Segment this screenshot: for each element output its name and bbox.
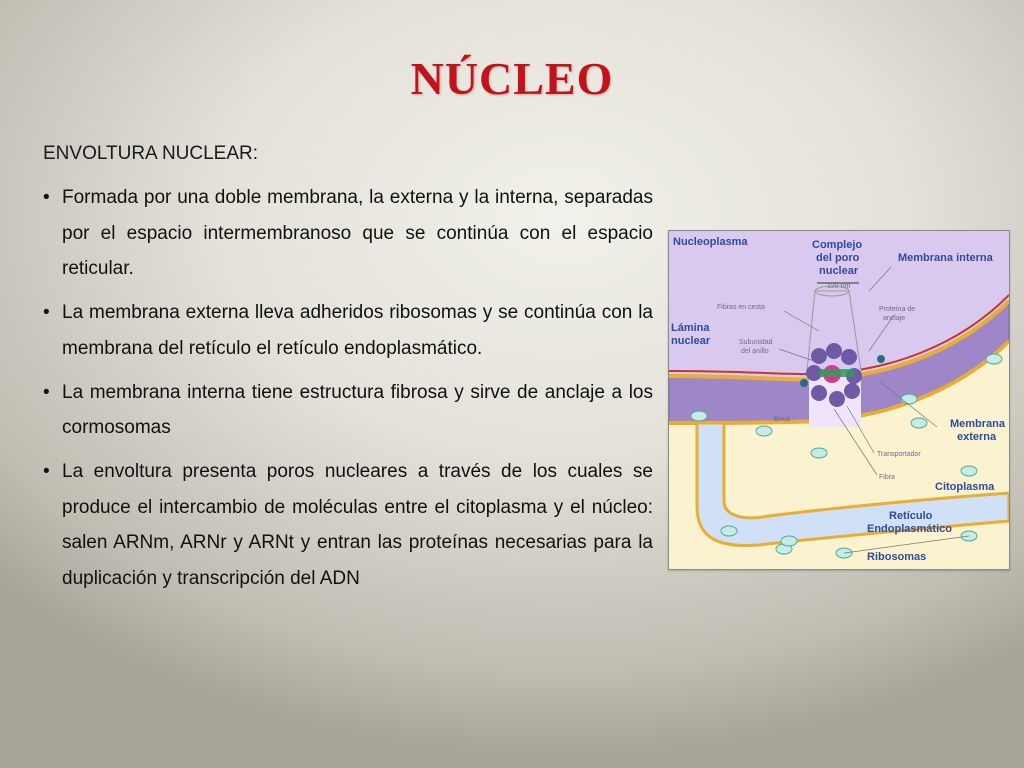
bullet-item <box>43 454 653 597</box>
label-proteina-1: Proteína de <box>879 306 916 313</box>
bullet-dot: • <box>43 460 50 482</box>
bullet-item <box>43 375 653 446</box>
bullet-text: La membrana interna tiene estructura fibrosa y sirve de anclaje a los cormosomas <box>62 381 653 439</box>
bullet-dot: • <box>43 187 50 208</box>
label-membrana-externa-2: externa <box>957 431 997 443</box>
section-heading: ENVOLTURA NUCLEAR: <box>43 143 259 164</box>
label-lamina-2: nuclear <box>671 335 711 347</box>
label-lamina-1: Lámina <box>671 322 710 334</box>
label-membrana-interna: Membrana interna <box>898 252 993 264</box>
label-scale: 120 nm <box>827 283 851 290</box>
label-complejo-3: nuclear <box>819 265 859 277</box>
label-ribosomas: Ribosomas <box>867 551 927 563</box>
label-subunidad-1: Subunidad <box>739 339 773 346</box>
bullet-list <box>43 180 653 605</box>
label-reticulo-2: Endoplasmático <box>867 523 952 535</box>
bullet-text: Formada por una doble membrana, la externa y la interna, separadas por el espacio intermembranoso que se continúa con el espacio reticular. <box>62 187 653 280</box>
label-nucleoplasma: Nucleoplasma <box>673 236 748 248</box>
label-complejo-2: del poro <box>816 252 860 264</box>
bullet-item <box>43 295 653 366</box>
bullet-text: La envoltura presenta poros nucleares a través de los cuales se produce el intercambio de moléculas entre el citoplasma y el núcleo: salen ARNm, ARNr y ARNt y entran las proteínas necesarias para la duplicación y transcripción del ADN <box>62 460 653 590</box>
bullet-dot: • <box>43 302 50 324</box>
nuclear-pore-diagram <box>668 230 1010 570</box>
label-fibras-cesta: Fibras en cesta <box>717 304 765 311</box>
label-membrana-externa-1: Membrana <box>950 418 1006 430</box>
label-complejo-1: Complejo <box>812 239 863 251</box>
label-boca: Boca <box>774 416 790 423</box>
bullet-item <box>43 180 653 287</box>
bullet-dot: • <box>43 381 50 403</box>
label-reticulo-1: Retículo <box>889 510 933 522</box>
label-fibra: Fibra <box>879 474 895 481</box>
label-transportador: Transportador <box>877 451 921 458</box>
bullet-text: La membrana externa lleva adheridos ribosomas y se continúa con la membrana del retículo el retículo endoplasmático. <box>62 302 653 359</box>
slide-title: NÚCLEO <box>410 53 614 104</box>
label-subunidad-2: del anillo <box>741 348 769 355</box>
diagram-svg <box>669 231 1009 569</box>
label-citoplasma: Citoplasma <box>935 481 995 493</box>
label-proteina-2: anclaje <box>883 315 906 322</box>
